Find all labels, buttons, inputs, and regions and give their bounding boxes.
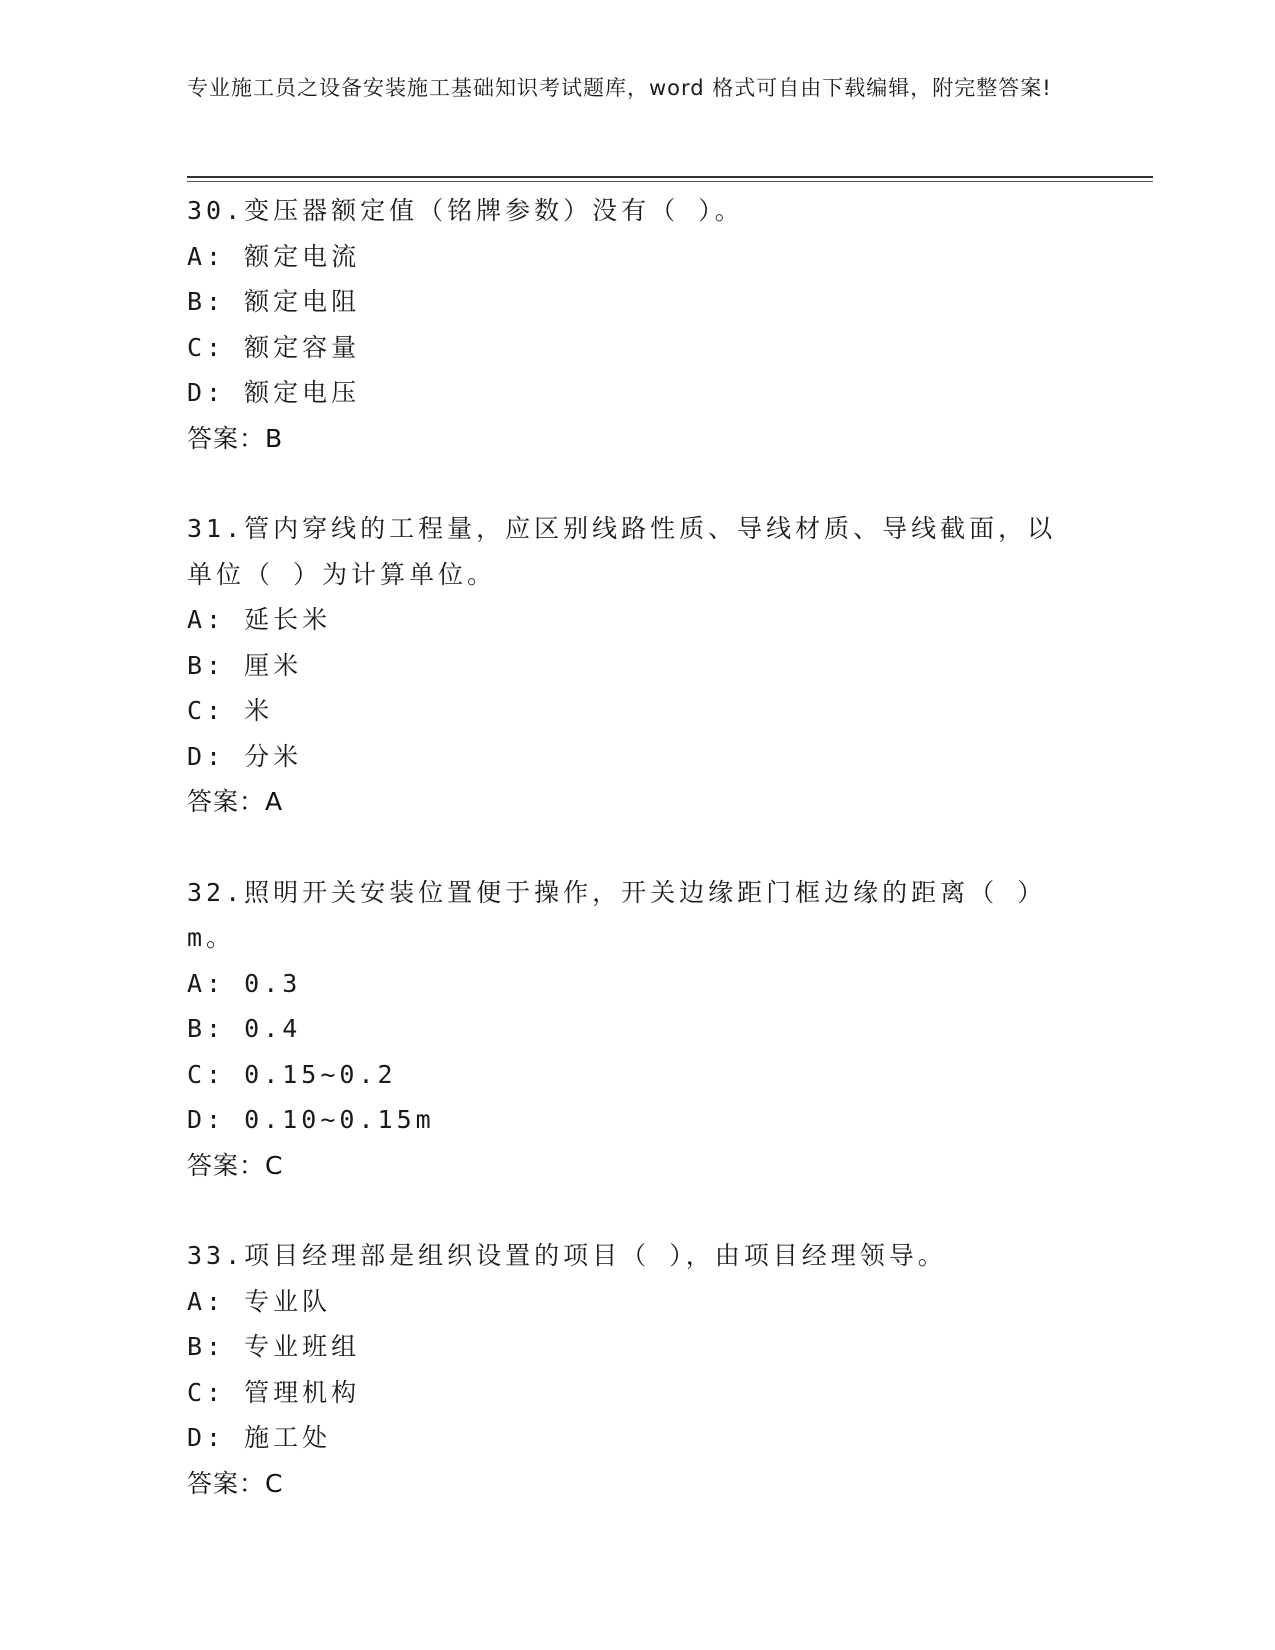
option-c: C: 额定容量 — [187, 332, 361, 362]
answer-line: 答案：C — [187, 1468, 284, 1498]
question-32 — [187, 870, 1087, 1189]
option-c: C: 米 — [187, 696, 274, 725]
option-b: B: 专业班组 — [187, 1332, 361, 1361]
question-stem: 33.项目经理部是组织设置的项目（ ），由项目经理领导。 — [187, 1241, 947, 1270]
option-a: A: 额定电流 — [187, 241, 361, 271]
answer-line: 答案：C — [187, 1150, 284, 1180]
option-c: C: 管理机构 — [187, 1377, 361, 1407]
document-header: 专业施工员之设备安装施工基础知识考试题库，word 格式可自由下载编辑，附完整答案! — [187, 76, 1052, 100]
question-30 — [187, 188, 1087, 461]
question-33 — [187, 1233, 1087, 1506]
header-divider-thin — [187, 181, 1153, 182]
option-d: D: 施工处 — [187, 1423, 332, 1452]
option-a: A: 延长米 — [187, 605, 332, 634]
question-list — [187, 188, 1087, 1551]
option-d: D: 分米 — [187, 741, 303, 771]
option-b: B: 厘米 — [187, 650, 303, 680]
option-d: D: 额定电压 — [187, 378, 361, 407]
answer-line: 答案：B — [187, 423, 284, 453]
option-d: D: 0.10~0.15m — [187, 1105, 435, 1134]
question-stem: 31.管内穿线的工程量，应区别线路性质、导线材质、导线截面，以单位（ ）为计算单位。 — [187, 514, 1057, 589]
question-31 — [187, 506, 1087, 825]
option-a: A: 0.3 — [187, 968, 302, 998]
answer-line: 答案：A — [187, 787, 284, 816]
option-a: A: 专业队 — [187, 1286, 332, 1316]
option-b: B: 额定电阻 — [187, 287, 361, 316]
header-divider-thick — [187, 176, 1153, 178]
option-b: B: 0.4 — [187, 1014, 302, 1043]
option-c: C: 0.15~0.2 — [187, 1059, 397, 1089]
question-stem: 30.变压器额定值（铭牌参数）没有（ ）。 — [187, 196, 744, 225]
question-stem: 32.照明开关安装位置便于操作，开关边缘距门框边缘的距离（ ）m。 — [187, 877, 1047, 952]
